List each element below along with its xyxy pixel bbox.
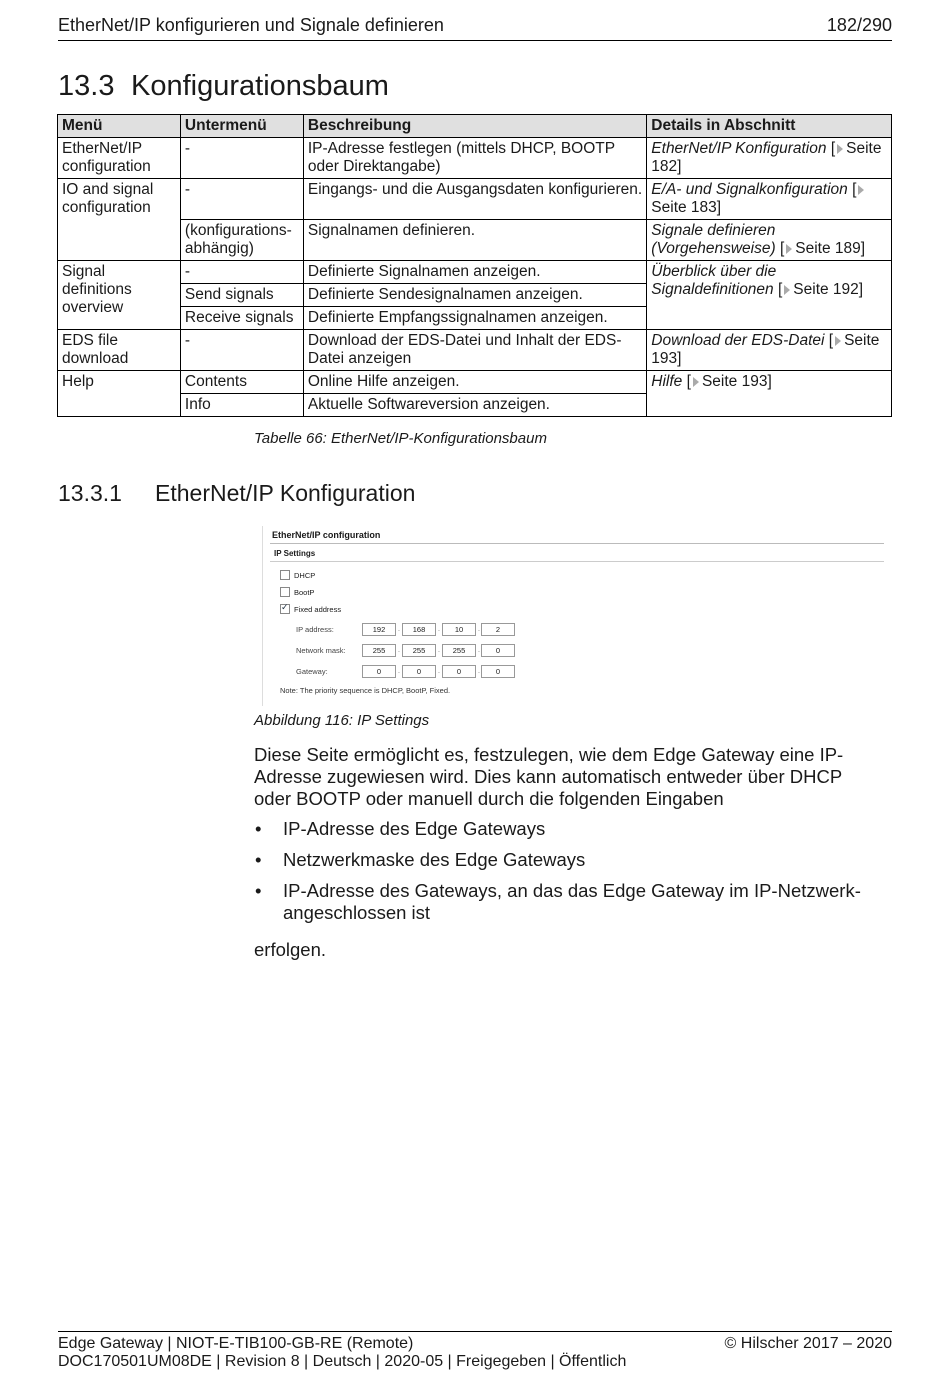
mask-octet-2-input[interactable]: 255 (402, 644, 436, 657)
gateway-octet-3-input[interactable]: 0 (442, 665, 476, 678)
cell-description: Download der EDS-Datei und Inhalt der EDS-Datei anzeigen (303, 330, 646, 371)
cell-description: Definierte Empfangssignalnamen anzeigen. (303, 307, 646, 330)
fixed-address-label: Fixed address (294, 605, 342, 614)
cell-submenu: (konfigurations-abhängig) (180, 220, 303, 261)
page-footer (58, 1331, 892, 1370)
table-row (58, 138, 892, 179)
mask-octet-4-input[interactable]: 0 (481, 644, 515, 657)
cell-menu: IO and signal configuration (58, 179, 181, 261)
cell-details: Download der EDS-Datei [ Seite 193] (647, 330, 892, 371)
details-link[interactable]: EtherNet/IP Konfiguration (651, 140, 827, 157)
figure-left-border (262, 526, 263, 706)
footer-document-info: DOC170501UM08DE | Revision 8 | Deutsch | 2020-05 | Freigegeben | Öffentlich (58, 1353, 627, 1370)
page-ref[interactable]: Seite 192 (793, 281, 859, 298)
cell-details: E/A- und Signalkonfiguration [Seite 183] (647, 179, 892, 220)
page-header (58, 14, 892, 41)
page-ref-arrow-icon (858, 185, 864, 195)
subsection-title: EtherNet/IP Konfiguration (155, 480, 416, 506)
cell-description: Definierte Sendesignalnamen anzeigen. (303, 284, 646, 307)
page-ref-arrow-icon (784, 285, 790, 295)
header-title: EtherNet/IP konfigurieren und Signale definieren (58, 15, 444, 35)
list-item: • Netzwerkmaske des Edge Gateways (254, 849, 884, 871)
mask-octet-1-input[interactable]: 255 (362, 644, 396, 657)
page-ref-arrow-icon (837, 144, 843, 154)
divider (270, 543, 884, 544)
section-heading (58, 70, 389, 103)
cell-description: Online Hilfe anzeigen. (303, 371, 646, 394)
bootp-checkbox[interactable] (280, 587, 290, 597)
cell-details: Hilfe [ Seite 193] (647, 371, 892, 417)
table-row (58, 371, 892, 394)
closing-text: erfolgen. (254, 939, 326, 960)
gateway-label: Gateway: (296, 667, 328, 676)
gateway-octet-4-input[interactable]: 0 (481, 665, 515, 678)
cell-details: Signale definieren (Vorgehensweise) [ Seite 189] (647, 220, 892, 261)
page-ref-arrow-icon (786, 244, 792, 254)
cell-details: EtherNet/IP Konfiguration [ Seite 182] (647, 138, 892, 179)
ip-octet-3-input[interactable]: 10 (442, 623, 476, 636)
details-link[interactable]: Hilfe (651, 373, 683, 390)
cell-menu: EDS file download (58, 330, 181, 371)
details-link[interactable]: Download der EDS-Datei (651, 332, 825, 349)
col-header-details: Details in Abschnitt (647, 115, 892, 138)
table-row (58, 261, 892, 284)
cell-submenu: Send signals (180, 284, 303, 307)
cell-details: Überblick über die Signaldefinitionen [ Seite 192] (647, 261, 892, 330)
page-ref[interactable]: Seite 193 (701, 373, 768, 390)
intro-paragraph: Diese Seite ermöglicht es, festzulegen, wie dem Edge Gateway eine IP-Adresse zugewiesen wird. Dies kann automatisch entweder über DHCP oder BOOTP oder manuell durch die folgenden Eingaben (254, 744, 844, 809)
cell-menu: EtherNet/IP configuration (58, 138, 181, 179)
ip-address-label: IP address: (296, 625, 334, 634)
figure-group-label: IP Settings (274, 549, 316, 558)
subsection-number: 13.3.1 (58, 480, 122, 506)
section-number: 13.3 (58, 70, 115, 102)
details-link[interactable]: E/A- und Signalkonfiguration (651, 181, 848, 198)
subsection-heading (58, 480, 415, 507)
dhcp-checkbox[interactable] (280, 570, 290, 580)
ip-octet-4-input[interactable]: 2 (481, 623, 515, 636)
gateway-octet-1-input[interactable]: 0 (362, 665, 396, 678)
cell-description: Aktuelle Softwareversion anzeigen. (303, 394, 646, 417)
mask-octet-3-input[interactable]: 255 (442, 644, 476, 657)
table-row (58, 179, 892, 220)
cell-submenu: - (180, 138, 303, 179)
fixed-address-checkbox[interactable] (280, 604, 290, 614)
requirements-list (254, 818, 884, 933)
cell-submenu: Contents (180, 371, 303, 394)
page-ref[interactable]: Seite 182 (651, 140, 882, 175)
table-row (58, 330, 892, 371)
table-header-row (58, 115, 892, 138)
bootp-label: BootP (294, 588, 315, 597)
details-link[interactable]: Signale definieren (Vorgehensweise) (651, 222, 776, 257)
priority-note: Note: The priority sequence is DHCP, BootP, Fixed. (280, 686, 451, 695)
cell-description: IP-Adresse festlegen (mittels DHCP, BOOTP oder Direktangabe) (303, 138, 646, 179)
ip-settings-screenshot: EtherNet/IP configuration IP Settings DHCP BootP ✓ Fixed address IP address: 192 . 168 . 10 . 2 Network mask: 255 . 255 . 255 . 0 Gateway: 0 . 0 . 0 . 0 Note: The priority sequence is DHCP, BootP, Fixed. (262, 526, 884, 706)
config-tree-table (57, 114, 892, 417)
cell-submenu: - (180, 179, 303, 220)
figure-title: EtherNet/IP configuration (272, 530, 381, 540)
footer-copyright: © Hilscher 2017 – 2020 (724, 1335, 892, 1352)
cell-description: Definierte Signalnamen anzeigen. (303, 261, 646, 284)
cell-description: Eingangs- und die Ausgangsdaten konfigurieren. (303, 179, 646, 220)
page-ref-arrow-icon (835, 336, 841, 346)
page-ref[interactable]: Seite 193 (651, 332, 880, 367)
cell-submenu: - (180, 261, 303, 284)
cell-submenu: Receive signals (180, 307, 303, 330)
table-row (58, 220, 892, 261)
list-item: • IP-Adresse des Edge Gateways (254, 818, 884, 840)
details-link[interactable]: Überblick über die Signaldefinitionen (651, 263, 777, 298)
page-ref[interactable]: Seite 189 (795, 240, 861, 257)
cell-menu: Help (58, 371, 181, 417)
dhcp-label: DHCP (294, 571, 316, 580)
network-mask-label: Network mask: (296, 646, 346, 655)
col-header-submenu: Untermenü (180, 115, 303, 138)
section-title: Konfigurationsbaum (131, 70, 389, 102)
page-number: 182/290 (826, 15, 892, 35)
cell-submenu: Info (180, 394, 303, 417)
cell-description: Signalnamen definieren. (303, 220, 646, 261)
divider (270, 561, 884, 562)
col-header-menu: Menü (58, 115, 181, 138)
gateway-octet-2-input[interactable]: 0 (402, 665, 436, 678)
cell-submenu: - (180, 330, 303, 371)
ip-octet-1-input[interactable]: 192 (362, 623, 396, 636)
footer-product: Edge Gateway | NIOT-E-TIB100-GB-RE (Remote) (58, 1335, 414, 1352)
table-caption: Tabelle 66: EtherNet/IP-Konfigurationsbaum (254, 430, 547, 447)
cell-menu: Signal definitions overview (58, 261, 181, 330)
figure-caption: Abbildung 116: IP Settings (254, 712, 430, 729)
ip-octet-2-input[interactable]: 168 (402, 623, 436, 636)
page-ref-arrow-icon (693, 377, 699, 387)
col-header-description: Beschreibung (303, 115, 646, 138)
list-item: • IP-Adresse des Gateways, an das das Edge Gateway im IP-Netzwerk-angeschlossen ist (254, 880, 884, 924)
page-ref[interactable]: Seite 183 (651, 199, 717, 216)
